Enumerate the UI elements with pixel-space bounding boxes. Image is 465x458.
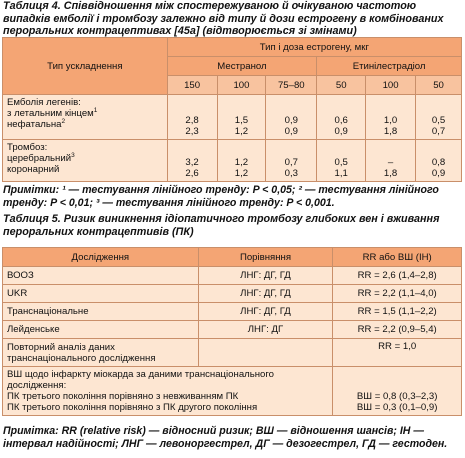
table4-note: Примітки: ¹ — тестування лінійного тренду: P < 0,05; ² — тестування лінійного тренду: P < 0,01; ³ — тестування лінійного тренду: P < 0,001. xyxy=(3,184,439,209)
comparison-cell: ЛНГ: ДГ xyxy=(198,321,333,339)
result-cell xyxy=(333,367,462,416)
table-row xyxy=(3,267,462,285)
ethinyl-header: Етинілестрадіол xyxy=(317,57,462,76)
study-cell: UKR xyxy=(3,285,199,303)
result-cell: RR = 2,2 (1,1–4,0) xyxy=(333,285,462,303)
study-line: ВШ щодо інфаркту міокарда за даними транснаціонального дослідження: xyxy=(7,369,275,391)
col-comparison-header: Порівняння xyxy=(198,248,333,267)
table-cell: 2,8 2,3 xyxy=(167,95,217,140)
item-label: коронарний xyxy=(7,164,60,175)
table-row xyxy=(3,303,462,321)
item-label: з летальним кінцем xyxy=(7,108,94,119)
table5-caption: Таблиця 5. Ризик виникнення ідіопатичного тромбозу глибоких вен і вживання пероральних контрацептивів (ПК) xyxy=(3,213,440,238)
comparison-cell: ЛНГ: ДГ, ГД xyxy=(198,267,333,285)
group-label: Тромбоз: xyxy=(7,142,48,153)
table-cell: 3,2 2,6 xyxy=(167,140,217,182)
mestranol-header: Местранол xyxy=(167,57,317,76)
dose-header: 150 xyxy=(167,76,217,95)
study-cell: Транснаціональне xyxy=(3,303,199,321)
footnote-marker: 2 xyxy=(61,117,66,125)
table4-caption: Таблиця 4. Співвідношення між спостережуваною й очікуваною частотою випадків емболії і тромбозу залежно від типу й дози естрогену в комбінованих пероральних контрацептивах [45a] (відтворюється зі змінами) xyxy=(3,0,444,37)
table-row xyxy=(3,367,462,416)
table5-note: Примітка: RR (relative risk) — відносний ризик; ВШ — відношення шансів; ІН — інтервал надійності; ЛНГ — левоноргестрел, ДГ — дезогестрел, ГД — гестоден. xyxy=(3,425,448,450)
row-label xyxy=(3,95,168,140)
table-row xyxy=(3,339,462,367)
result-line: ВШ = 0,3 (0,1–0,9) xyxy=(356,402,438,413)
table-row xyxy=(3,95,462,140)
result-line: ВШ = 0,8 (0,3–2,3) xyxy=(356,391,438,402)
comparison-cell: ЛНГ: ДГ, ГД xyxy=(198,285,333,303)
table-cell: 0,9 0,9 xyxy=(266,95,317,140)
result-cell: RR = 2,6 (1,4–2,8) xyxy=(333,267,462,285)
table-row xyxy=(3,140,462,182)
study-cell xyxy=(3,367,333,416)
dose-header: 50 xyxy=(317,76,366,95)
result-cell: RR = 1,5 (1,1–2,2) xyxy=(333,303,462,321)
item-label: нефатальна xyxy=(7,119,62,130)
dose-header: 50 xyxy=(416,76,462,95)
study-cell: ВООЗ xyxy=(3,267,199,285)
study-line: ПК третього покоління порівняно з невживанням ПК xyxy=(7,391,239,402)
table-cell: 0,7 0,3 xyxy=(266,140,317,182)
group-label: Емболія легенів: xyxy=(7,97,81,108)
result-cell: RR = 2,2 (0,9–5,4) xyxy=(333,321,462,339)
table-row xyxy=(3,285,462,303)
col-type-dose-header: Тип і доза естрогену, мкг xyxy=(167,38,461,57)
dose-header: 100 xyxy=(217,76,266,95)
table5 xyxy=(2,247,462,416)
item-label: церебральний xyxy=(7,153,72,164)
table4 xyxy=(2,37,462,182)
table-cell: 1,2 1,2 xyxy=(217,140,266,182)
col-study-header: Дослідження xyxy=(3,248,199,267)
table-cell: 0,5 1,1 xyxy=(317,140,366,182)
study-cell: Повторний аналіз даних транснаціонального дослідження xyxy=(3,339,199,367)
comparison-cell xyxy=(198,339,333,367)
table-row xyxy=(3,321,462,339)
table-cell: 0,8 0,9 xyxy=(416,140,462,182)
study-line: ПК третього покоління порівняно з ПК другого покоління xyxy=(7,402,258,413)
table-cell: 1,0 1,8 xyxy=(366,95,416,140)
col-result-header: RR або ВШ (ІН) xyxy=(333,248,462,267)
table-cell: – 1,8 xyxy=(366,140,416,182)
dose-header: 100 xyxy=(366,76,416,95)
dose-header: 75–80 xyxy=(266,76,317,95)
col-complication-header: Тип ускладнення xyxy=(3,38,168,95)
result-cell: RR = 1,0 xyxy=(333,339,462,367)
footnote-marker: 1 xyxy=(93,106,98,114)
comparison-cell: ЛНГ: ДГ, ГД xyxy=(198,303,333,321)
row-label xyxy=(3,140,168,182)
table-cell: 0,5 0,7 xyxy=(416,95,462,140)
footnote-marker: 3 xyxy=(71,151,75,159)
table-cell: 0,6 0,9 xyxy=(317,95,366,140)
study-cell: Лейденське xyxy=(3,321,199,339)
table-cell: 1,5 1,2 xyxy=(217,95,266,140)
